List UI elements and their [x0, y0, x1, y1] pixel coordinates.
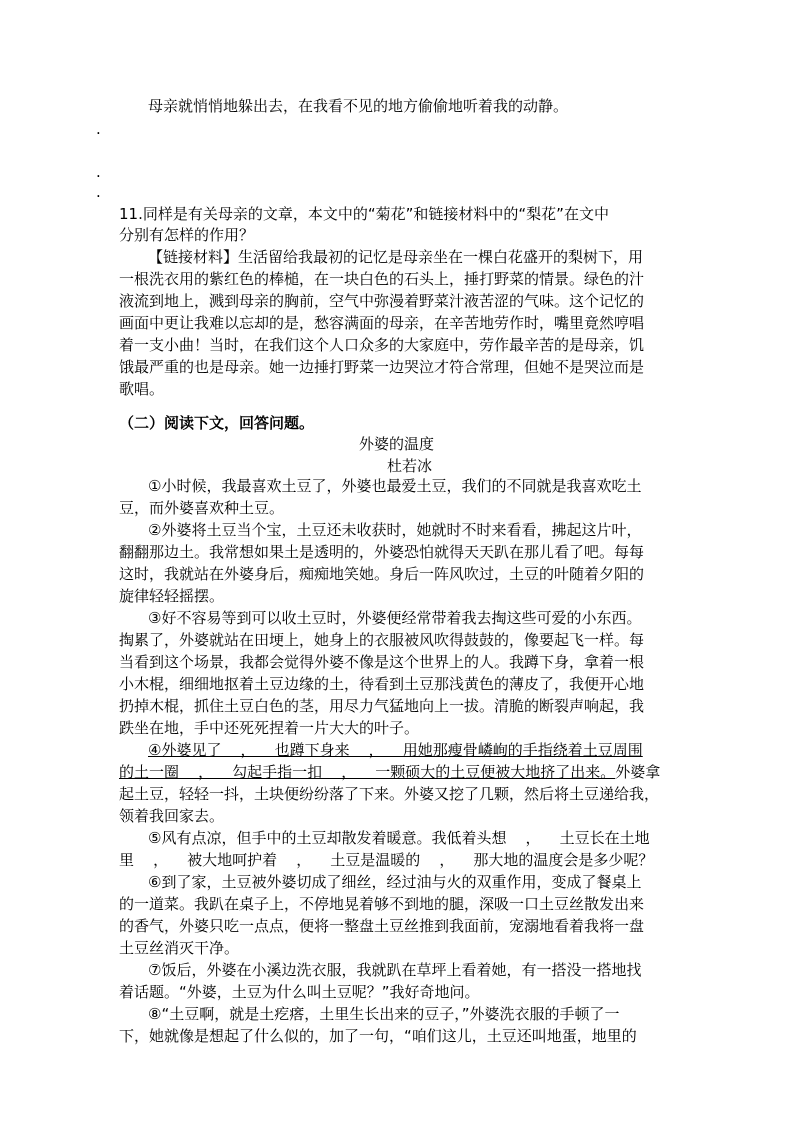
paragraph-line: 着话题。“外婆，土豆为什么叫土豆呢？”我好奇地问。	[119, 983, 480, 1001]
article-title: 外婆的温度	[359, 435, 435, 453]
paragraph-line: ②外婆将土豆当个宝，土豆还未收获时，她就时不时来看看，拂起这片叶，	[148, 521, 642, 539]
intro-line: 母亲就悄悄地躲出去，在我看不见的地方偷偷地听着我的动静。	[148, 97, 569, 115]
link-material-line: 画面中更让我难以忘却的是，愁容满面的母亲，在辛苦地劳作时，嘴里竟然哼唱	[119, 314, 645, 332]
paragraph-line: 里 ， 被大地呵护着 ， 土豆是温暖的 ， 那大地的温度会是多少呢？	[119, 851, 654, 869]
section-heading: （二）阅读下文，回答问题。	[119, 414, 315, 432]
paragraph-line: ⑤风有点凉，但手中的土豆却散发着暖意。我低着头想 ， 土豆长在土地	[148, 829, 650, 847]
paragraph-line: ⑥到了家，土豆被外婆切成了细丝，经过油与火的双重作用，变成了餐桌上	[148, 873, 642, 891]
paragraph-line: ⑧“土豆啊，就是土疙瘩，土里生长出来的豆子，”外婆洗衣服的手顿了一	[148, 1005, 620, 1023]
paragraph-line: 土豆丝消灭干净。	[119, 939, 240, 957]
link-material-line: 歌唱。	[119, 380, 165, 398]
bullet-dot: .	[96, 120, 101, 138]
paragraph-line: 旋律轻轻摇摆。	[119, 587, 225, 605]
paragraph-line: 豆，而外婆喜欢种土豆。	[119, 499, 285, 517]
paragraph-line: 这时，我就站在外婆身后，痴痴地笑她。身后一阵风吹过，土豆的叶随着夕阳的	[119, 565, 645, 583]
paragraph-line	[119, 761, 660, 784]
question-11-line: 11.同样是有关母亲的文章，本文中的“菊花”和链接材料中的“梨花”在文中	[119, 205, 609, 223]
bullet-dot: .	[96, 163, 101, 181]
link-material-line: 着一支小曲！当时，在我们这个人口众多的大家庭中，劳作最辛苦的是母亲，饥	[119, 336, 645, 354]
paragraph-line: 领着我回家去。	[119, 807, 225, 825]
paragraph-fragment: 外婆拿	[615, 763, 661, 781]
paragraph-line: 的一道菜。我趴在桌子上，不停地晃着够不到地的腿，深吸一口土豆丝散发出来	[119, 895, 645, 913]
paragraph-line: 跌坐在地，手中还死死捏着一片大大的叶子。	[119, 719, 420, 737]
paragraph-line: 掏累了，外婆就站在田埂上，她身上的衣服被风吹得鼓鼓的，像要起飞一样。每	[119, 631, 645, 649]
link-material-line: 饿最严重的也是母亲。她一边捶打野菜一边哭泣才符合常理，但她不是哭泣而是	[119, 358, 645, 376]
article-author: 杜若冰	[387, 457, 433, 475]
paragraph-line: 起土豆，轻轻一抖，土块便纷纷落了下来。外婆又挖了几颗，然后将土豆递给我，	[119, 785, 660, 803]
link-material-line: 一根洗衣用的紫红色的棒槌，在一块白色的石头上，捶打野菜的情景。绿色的汁	[119, 270, 645, 288]
paragraph-line: 当看到这个场景，我都会觉得外婆不像是这个世界上的人。我蹲下身，拿着一根	[119, 653, 645, 671]
paragraph-line: ⑦饭后，外婆在小溪边洗衣服，我就趴在草坪上看着她，有一搭没一搭地找	[148, 961, 642, 979]
paragraph-line: 扔掉木棍，抓住土豆白色的茎，用尽力气猛地向上一拔。清脆的断裂声响起，我	[119, 697, 645, 715]
paragraph-line: 翻翻那边土。我常想如果土是透明的，外婆恐怕就得天天趴在那儿看了吧。每每	[119, 543, 645, 561]
underlined-line: ④外婆见了 ， 也蹲下身来 ， 用她那瘦骨嶙峋的手指绕着土豆周围	[148, 741, 643, 759]
paragraph-line: 小木棍，细细地抠着土豆边缘的土，待看到土豆那浅黄色的薄皮了，我便开心地	[119, 675, 645, 693]
paragraph-line: ③好不容易等到可以收土豆时，外婆便经常带着我去掏这些可爱的小东西。	[148, 609, 642, 627]
paragraph-line: 的香气，外婆只吃一点点，便将一整盘土豆丝推到我面前，宠溺地看着我将一盘	[119, 917, 645, 935]
question-11-line: 分别有怎样的作用？	[119, 226, 255, 244]
paragraph-line: ①小时候，我最喜欢土豆了，外婆也最爱土豆，我们的不同就是我喜欢吃土	[148, 477, 642, 495]
paragraph-line: 下，她就像是想起了什么似的，加了一句，“咱们这儿，土豆还叫地蛋，地里的	[119, 1027, 637, 1045]
link-material-line: 【链接材料】生活留给我最初的记忆是母亲坐在一棵白花盛开的梨树下，用	[148, 248, 644, 266]
link-material-line: 液流到地上，溅到母亲的胸前，空气中弥漫着野菜汁液苦涩的气味。这个记忆的	[119, 292, 645, 310]
underlined-line: 的土一圈 ， 勾起手指一扣 ， 一颗硕大的土豆便被大地挤了出来。	[119, 763, 616, 781]
bullet-dot: .	[96, 183, 101, 201]
